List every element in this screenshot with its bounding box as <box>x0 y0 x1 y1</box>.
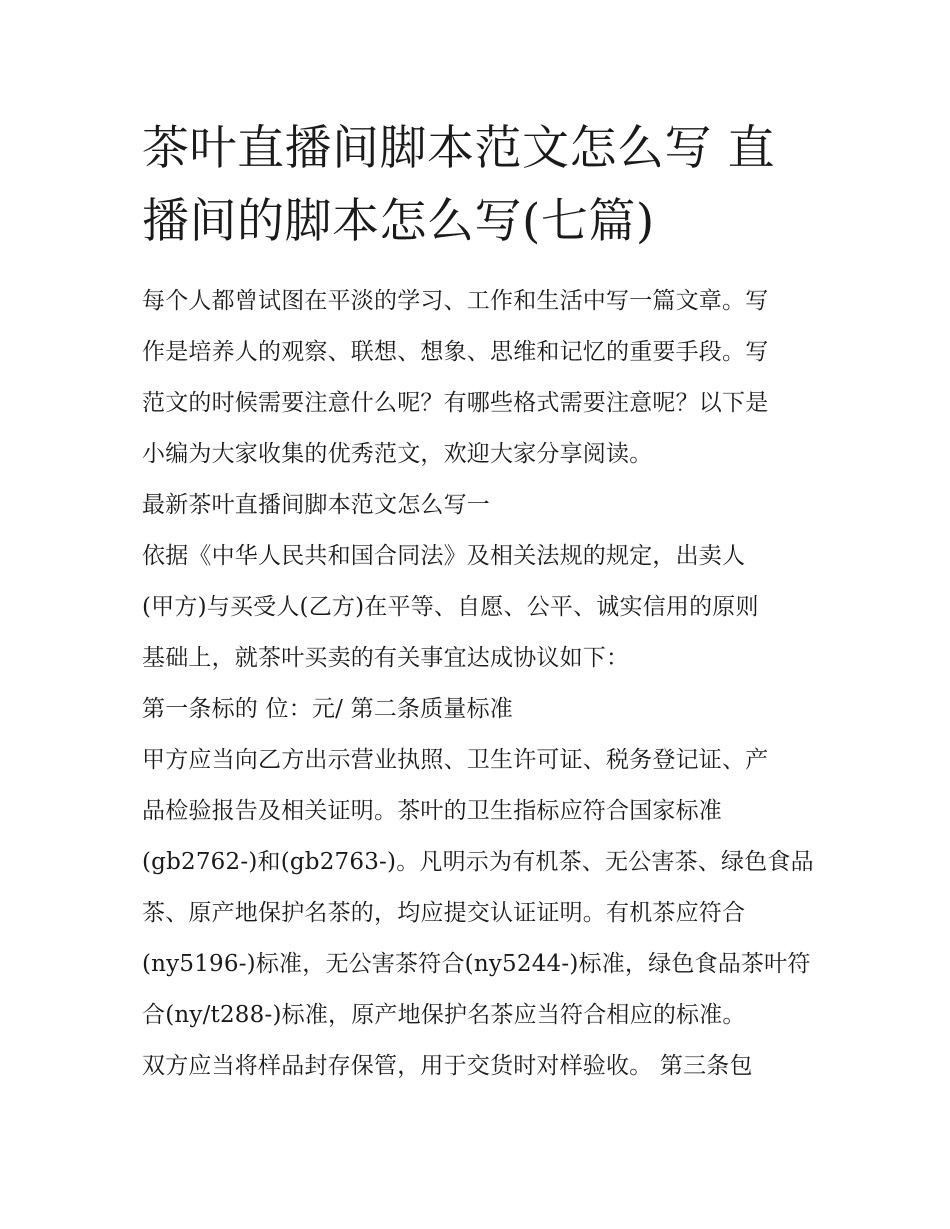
body-line-2: 作是培养人的观察、联想、想象、思维和记忆的重要手段。写 <box>142 339 769 365</box>
body-line-9: 第一条标的 位：元/ 第二条质量标准 <box>142 696 513 722</box>
body-line-14: (ny5196-)标准，无公害茶符合(ny5244-)标准，绿色食品茶叶符 <box>142 951 811 977</box>
body-line-6: 依据《中华人民共和国合同法》及相关法规的规定，出卖人 <box>142 543 746 569</box>
body-line-3: 范文的时候需要注意什么呢？有哪些格式需要注意呢？以下是 <box>142 390 769 416</box>
body-line-13: 茶、原产地保护名茶的，均应提交认证证明。有机茶应符合 <box>142 900 746 926</box>
body-line-11: 品检验报告及相关证明。茶叶的卫生指标应符合国家标准 <box>142 798 722 824</box>
section-heading: 最新茶叶直播间脚本范文怎么写一 <box>142 492 490 518</box>
body-line-10: 甲方应当向乙方出示营业执照、卫生许可证、税务登记证、产 <box>142 747 769 773</box>
title-line-1: 茶叶直播间脚本范文怎么写 直 <box>142 121 775 176</box>
body-line-12: (gb2762-)和(gb2763-)。凡明示为有机茶、无公害茶、绿色食品 <box>142 849 814 875</box>
document-title <box>142 112 832 258</box>
document-body <box>142 276 814 1092</box>
title-line-2: 播间的脚本怎么写(七篇) <box>142 194 655 249</box>
body-line-7: (甲方)与买受人(乙方)在平等、自愿、公平、诚实信用的原则 <box>142 594 759 620</box>
body-line-8: 基础上，就茶叶买卖的有关事宜达成协议如下： <box>142 645 630 671</box>
body-line-4: 小编为大家收集的优秀范文，欢迎大家分享阅读。 <box>142 441 653 467</box>
body-line-15: 合(ny/t288-)标准，原产地保护名茶应当符合相应的标准。 <box>142 1002 746 1028</box>
body-line-1: 每个人都曾试图在平淡的学习、工作和生活中写一篇文章。写 <box>142 288 769 314</box>
body-line-16: 双方应当将样品封存保管，用于交货时对样验收。 第三条包 <box>142 1053 753 1079</box>
